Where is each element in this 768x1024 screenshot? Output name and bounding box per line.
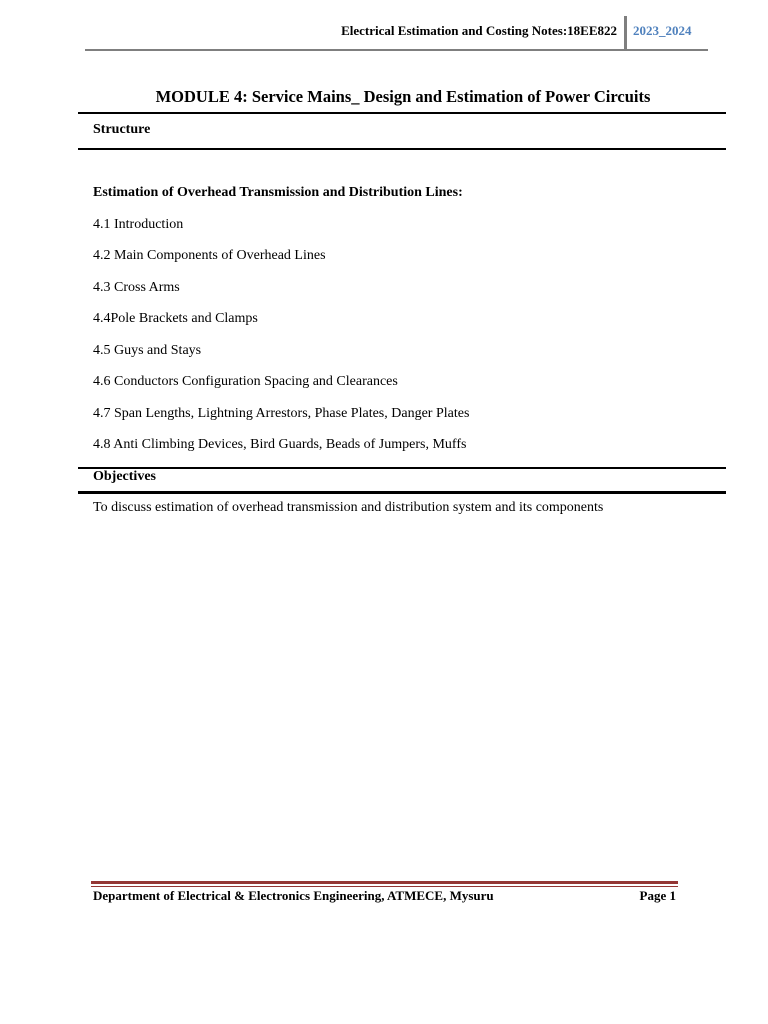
module-title: MODULE 4: Service Mains_ Design and Estimation of Power Circuits bbox=[155, 87, 651, 106]
toc-item: 4.3 Cross Arms bbox=[93, 280, 180, 295]
structure-bottom-rule bbox=[78, 148, 726, 150]
objectives-bottom-rule bbox=[78, 491, 726, 494]
header-course-title: Electrical Estimation and Costing Notes:18EE822 bbox=[341, 23, 617, 38]
header-academic-year: 2023_2024 bbox=[633, 23, 692, 38]
objectives-label: Objectives bbox=[93, 469, 156, 484]
toc-item: 4.8 Anti Climbing Devices, Bird Guards, Beads of Jumpers, Muffs bbox=[93, 437, 467, 452]
toc-item: 4.6 Conductors Configuration Spacing and Clearances bbox=[93, 374, 398, 389]
objectives-text: To discuss estimation of overhead transmission and distribution system and its components bbox=[93, 500, 604, 515]
footer-page-number: Page 1 bbox=[639, 888, 676, 903]
structure-heading: Estimation of Overhead Transmission and Distribution Lines: bbox=[93, 185, 463, 200]
structure-top-rule bbox=[78, 112, 726, 114]
footer-rule-thick bbox=[91, 881, 678, 884]
footer-rule-thin bbox=[91, 886, 678, 887]
header-divider bbox=[624, 16, 627, 49]
toc-item: 4.4Pole Brackets and Clamps bbox=[93, 311, 258, 326]
page-header bbox=[85, 16, 708, 51]
structure-label: Structure bbox=[93, 122, 151, 137]
toc-item: 4.1 Introduction bbox=[93, 217, 184, 232]
objectives-top-rule bbox=[78, 467, 726, 469]
toc-item: 4.7 Span Lengths, Lightning Arrestors, Phase Plates, Danger Plates bbox=[93, 406, 470, 421]
toc-item: 4.5 Guys and Stays bbox=[93, 343, 202, 358]
toc-item: 4.2 Main Components of Overhead Lines bbox=[93, 248, 326, 263]
footer-department: Department of Electrical & Electronics Engineering, ATMECE, Mysuru bbox=[93, 888, 494, 903]
